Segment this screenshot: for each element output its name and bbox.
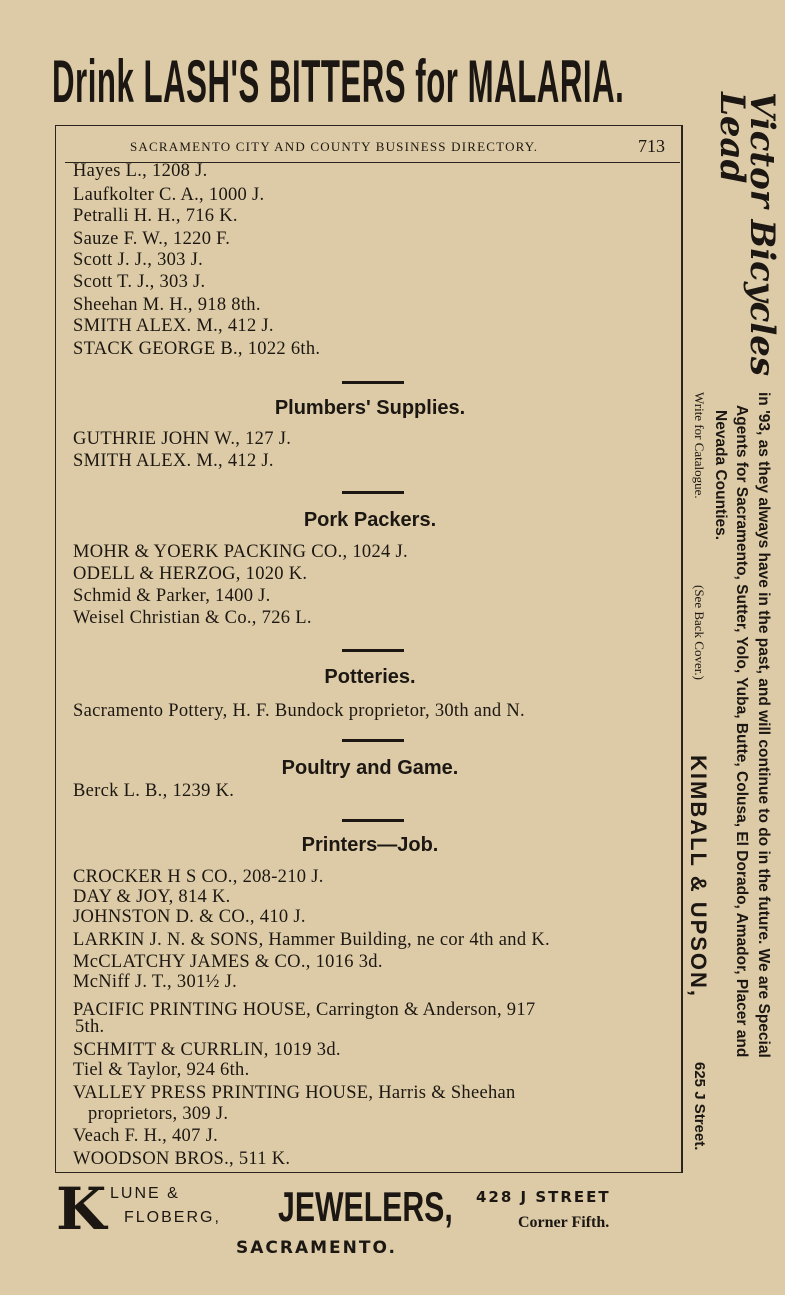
- directory-entry: Sauze F. W., 1220 F.: [73, 229, 231, 249]
- section-heading: Pork Packers.: [303, 509, 437, 531]
- directory-entry: Schmid & Parker, 1400 J.: [73, 586, 271, 606]
- write-for-catalogue: Write for Catalogue.: [692, 392, 707, 499]
- directory-entry: McCLATCHY JAMES & CO., 1016 3d.: [73, 952, 383, 972]
- directory-entry: Scott T. J., 303 J.: [73, 272, 206, 292]
- directory-entry: DAY & JOY, 814 K.: [73, 887, 231, 907]
- section-rule: [342, 381, 404, 384]
- directory-entry: proprietors, 309 J.: [88, 1104, 229, 1124]
- ad-name-line-2: FLOBERG,: [124, 1209, 221, 1226]
- directory-entry: Sheehan M. H., 918 8th.: [73, 295, 261, 315]
- directory-entry: VALLEY PRESS PRINTING HOUSE, Harris & Sheehan: [73, 1083, 516, 1103]
- kimball-upson-name: KIMBALL & UPSON,: [686, 755, 711, 999]
- section-rule: [342, 739, 404, 742]
- directory-entry: GUTHRIE JOHN W., 127 J.: [73, 429, 292, 449]
- running-header: SACRAMENTO CITY AND COUNTY BUSINESS DIRECTORY.: [130, 139, 539, 154]
- directory-entry: Weisel Christian & Co., 726 L.: [73, 608, 312, 628]
- ad-initial: K: [56, 1175, 107, 1243]
- directory-entry: SMITH ALEX. M., 412 J.: [73, 451, 274, 471]
- ad-city: SACRAMENTO.: [236, 1238, 398, 1258]
- directory-entry: Tiel & Taylor, 924 6th.: [73, 1060, 250, 1080]
- section-rule: [342, 819, 404, 822]
- directory-entry: McNiff J. T., 301½ J.: [73, 972, 238, 992]
- ad-name-line-1: LUNE &: [110, 1185, 180, 1202]
- directory-entry: STACK GEORGE B., 1022 6th.: [73, 339, 321, 359]
- section-rule: [342, 649, 404, 652]
- directory-entry: PACIFIC PRINTING HOUSE, Carrington & Anderson, 917: [73, 1000, 536, 1020]
- directory-entry: WOODSON BROS., 511 K.: [73, 1149, 291, 1169]
- directory-entry: Laufkolter C. A., 1000 J.: [73, 185, 265, 205]
- side-ad-line-2: Agents for Sacramento, Sutter, Yolo, Yuba, Butte, Colusa, El Dorado, Amador, Placer and: [733, 405, 750, 1058]
- victor-bicycles-logo: Victor Bicycles Lead: [712, 92, 782, 377]
- ad-street: 428 J STREET: [476, 1188, 611, 1206]
- section-rule: [342, 491, 404, 494]
- directory-entry: Petralli H. H., 716 K.: [73, 206, 238, 226]
- section-heading: Potteries.: [324, 666, 416, 688]
- section-heading: Printers—Job.: [301, 834, 439, 856]
- kimball-upson-address: 625 J Street.: [691, 1062, 708, 1151]
- directory-entry: ODELL & HERZOG, 1020 K.: [73, 564, 308, 584]
- ad-jewelers: JEWELERS,: [278, 1183, 453, 1230]
- top-advertisement: Drink LASH'S BITTERS for MALARIA.: [52, 48, 625, 115]
- directory-entry: CROCKER H S CO., 208-210 J.: [73, 867, 324, 887]
- directory-entry: SCHMITT & CURRLIN, 1019 3d.: [73, 1040, 341, 1060]
- directory-entry: SMITH ALEX. M., 412 J.: [73, 316, 274, 336]
- side-ad-line-3: Nevada Counties.: [712, 410, 729, 541]
- ad-corner: Corner Fifth.: [518, 1214, 610, 1231]
- side-ad-line-1: in '93, as they always have in the past, and will continue to do in the future. We are Special: [755, 392, 772, 1058]
- directory-entry: JOHNSTON D. & CO., 410 J.: [73, 907, 306, 927]
- page-number: 713: [638, 136, 665, 156]
- directory-entry: Berck L. B., 1239 K.: [73, 781, 235, 801]
- directory-entry: Veach F. H., 407 J.: [73, 1126, 219, 1146]
- directory-entry: Hayes L., 1208 J.: [73, 161, 208, 181]
- section-heading: Poultry and Game.: [281, 757, 459, 779]
- directory-entry: 5th.: [75, 1017, 105, 1037]
- see-back-cover: (See Back Cover.): [692, 585, 707, 680]
- directory-entry: Scott J. J., 303 J.: [73, 250, 204, 270]
- directory-entry: LARKIN J. N. & SONS, Hammer Building, ne cor 4th and K.: [73, 930, 550, 950]
- section-heading: Plumbers' Supplies.: [274, 397, 466, 419]
- directory-entry: MOHR & YOERK PACKING CO., 1024 J.: [73, 542, 408, 562]
- directory-entry: Sacramento Pottery, H. F. Bundock proprietor, 30th and N.: [73, 701, 525, 721]
